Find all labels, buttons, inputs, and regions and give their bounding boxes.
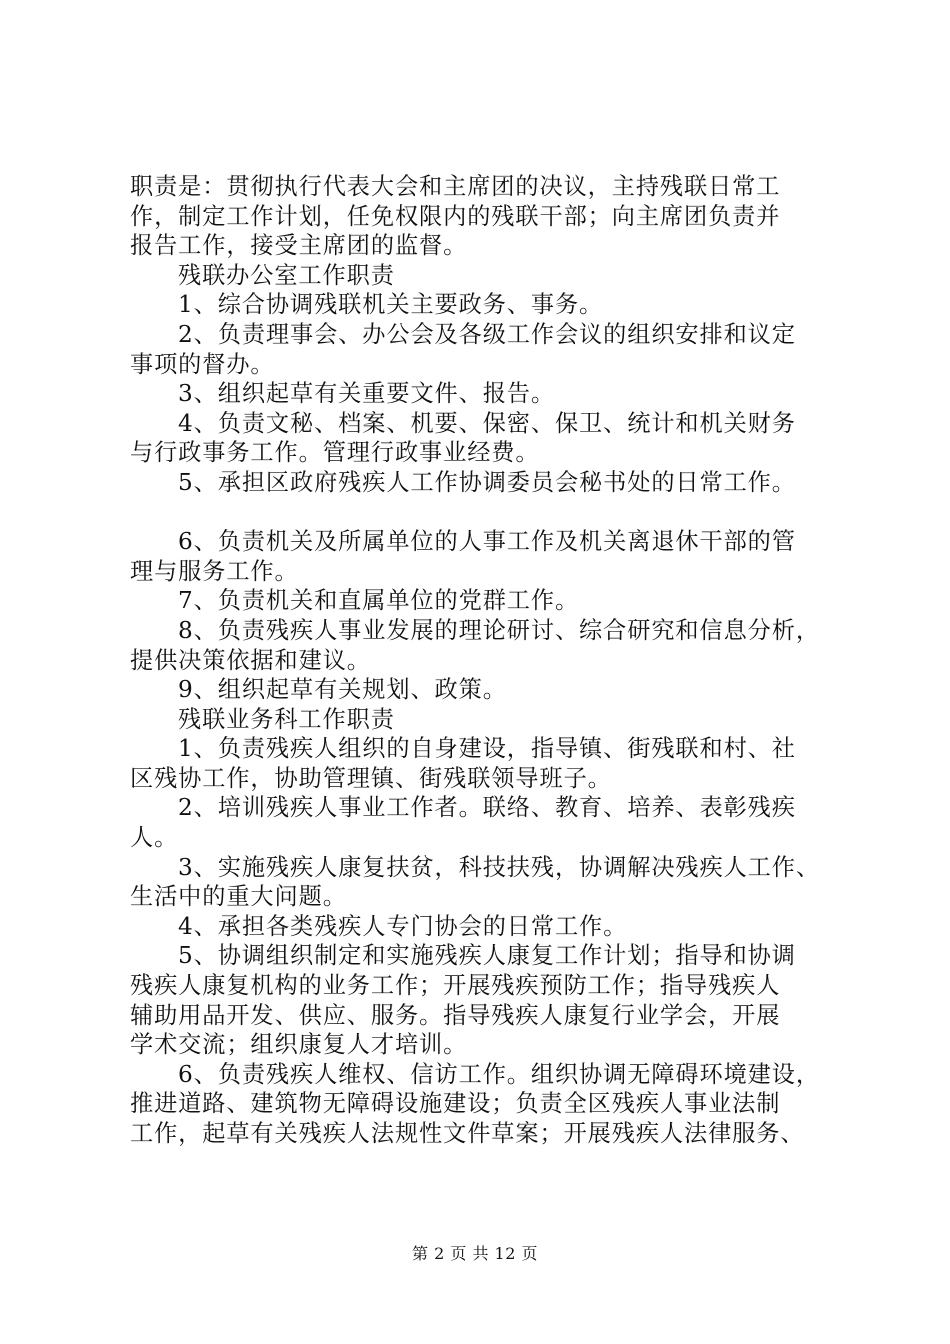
text-line: 9、组织起草有关规划、政策。 xyxy=(178,676,507,704)
text-line: 4、负责文秘、档案、机要、保密、保卫、统计和机关财务 xyxy=(178,409,796,437)
text-line: 残疾人康复机构的业务工作；开展残疾预防工作；指导残疾人 xyxy=(130,972,781,1000)
text-line: 1、负责残疾人组织的自身建设，指导镇、街残联和村、社 xyxy=(178,735,796,763)
text-line: 6、负责残疾人维权、信访工作。组织协调无障碍环境建设， xyxy=(178,1060,820,1088)
text-line: 作，制定工作计划，任免权限内的残联干部；向主席团负责并 xyxy=(130,202,781,230)
text-line: 推进道路、建筑物无障碍设施建设；负责全区残疾人事业法制 xyxy=(130,1090,781,1118)
text-line: 5、承担区政府残疾人工作协调委员会秘书处的日常工作。 xyxy=(178,468,796,496)
document-body xyxy=(130,172,834,1149)
text-line: 3、实施残疾人康复扶贫，科技扶残，协调解决残疾人工作、 xyxy=(178,853,820,881)
text-line: 5、协调组织制定和实施残疾人康复工作计划；指导和协调 xyxy=(178,942,796,970)
text-line: 区残协工作，协助管理镇、街残联领导班子。 xyxy=(130,764,612,792)
text-line: 残联业务科工作职责 xyxy=(178,705,395,733)
page-footer: 第 2 页 共 12 页 xyxy=(412,1244,538,1263)
text-line: 事项的督办。 xyxy=(130,350,275,378)
text-line: 2、负责理事会、办公会及各级工作会议的组织安排和议定 xyxy=(178,320,796,348)
text-line: 辅助用品开发、供应、服务。指导残疾人康复行业学会，开展 xyxy=(130,1001,781,1029)
text-line: 提供决策依据和建议。 xyxy=(130,646,371,674)
text-line: 8、负责残疾人事业发展的理论研讨、综合研究和信息分析， xyxy=(178,616,820,644)
text-line: 学术交流；组织康复人才培训。 xyxy=(130,1031,468,1059)
text-line: 人。 xyxy=(130,824,179,852)
text-line: 与行政事务工作。管理行政事业经费。 xyxy=(130,439,540,467)
text-line: 1、综合协调残联机关主要政务、事务。 xyxy=(178,291,604,319)
text-line: 3、组织起草有关重要文件、报告。 xyxy=(178,380,555,408)
text-line: 4、承担各类残疾人专门协会的日常工作。 xyxy=(178,912,628,940)
text-line: 残联办公室工作职责 xyxy=(178,261,395,289)
blank-line xyxy=(130,498,834,528)
text-line: 生活中的重大问题。 xyxy=(130,883,347,911)
text-line: 职责是：贯彻执行代表大会和主席团的决议，主持残联日常工 xyxy=(130,173,781,200)
text-line: 工作，起草有关残疾人法规性文件草案；开展残疾人法律服务、 xyxy=(130,1120,805,1147)
text-line: 理与服务工作。 xyxy=(130,557,299,585)
text-line: 6、负责机关及所属单位的人事工作及机关离退休干部的管 xyxy=(178,528,796,556)
text-line: 7、负责机关和直属单位的党群工作。 xyxy=(178,587,580,615)
text-line: 2、培训残疾人事业工作者。联络、教育、培养、表彰残疾 xyxy=(178,794,796,822)
text-line: 报告工作，接受主席团的监督。 xyxy=(130,232,468,260)
